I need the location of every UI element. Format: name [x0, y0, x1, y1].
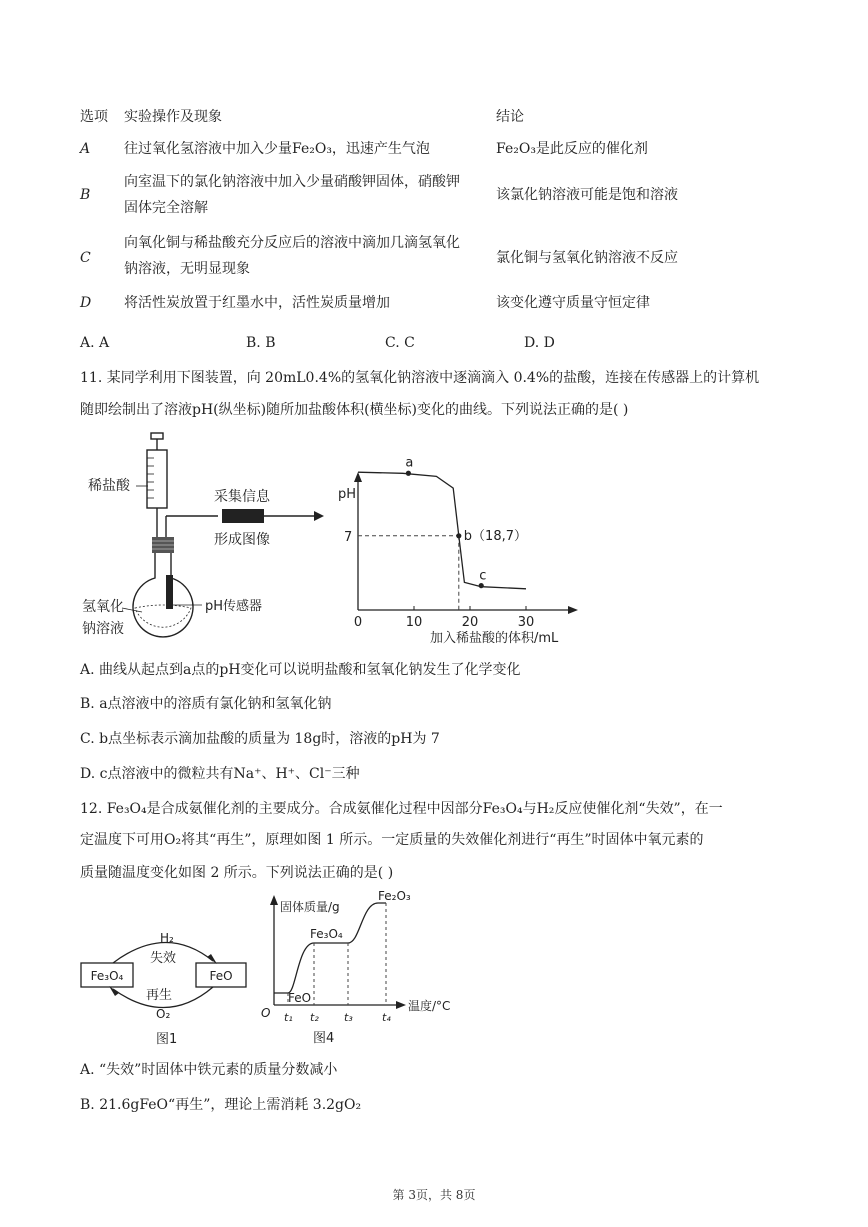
q11-option-c: C. b点坐标表示滴加盐酸的质量为 18g时，溶液的pH为 7: [80, 731, 440, 747]
sensor-label: pH传感器: [205, 599, 263, 614]
solid-mass-temperature-graph: [258, 889, 468, 1053]
feo-level-label: FeO: [288, 991, 312, 1005]
q11-option-b: B. a点溶液中的溶质有氯化钠和氢氧化钠: [80, 696, 332, 712]
fe3o4-box-label: Fe₃O₄: [90, 969, 124, 983]
mass-curve: [274, 903, 386, 993]
table-row-option: B: [80, 187, 91, 203]
point-label-a: a: [405, 455, 414, 471]
h2-reagent: H₂: [160, 931, 174, 945]
point-c: [479, 583, 484, 588]
y-axis-arrow-icon: [354, 472, 362, 482]
table-row-operation: 向氧化铜与稀盐酸充分反应后的溶液中滴加几滴氢氧化: [124, 235, 460, 251]
y-axis-arrow-icon: [270, 895, 278, 905]
q12-stem-line: 定温度下可用O₂将其“再生”，原理如图 1 所示。一定质量的失效催化剂进行“再生”时固体中氧元素的: [80, 832, 704, 848]
x-axis-arrow-icon: [568, 606, 578, 614]
origin-label: O: [261, 1006, 271, 1020]
table-header-option: 选项: [80, 109, 108, 125]
fig1-caption: 图1: [156, 1032, 178, 1047]
table-row-option: C: [80, 250, 91, 266]
q11-option-a: A. 曲线从起点到a点的pH变化可以说明盐酸和氢氧化钠发生了化学变化: [80, 662, 521, 678]
x-tick-label: 0: [353, 615, 363, 630]
naoh-leader: [122, 608, 142, 612]
point-a: [406, 471, 411, 476]
x-axis-arrow-icon: [396, 1001, 406, 1009]
acid-label: 稀盐酸: [88, 478, 130, 494]
y-axis-label: 固体质量/g: [280, 900, 340, 914]
naoh-solution: [135, 605, 191, 627]
table-row-conclusion: 氯化铜与氢氧化钠溶液不反应: [496, 250, 678, 266]
x-tick-label: 10: [405, 615, 423, 630]
point-label-c: c: [479, 568, 487, 584]
y-axis-label: pH: [338, 487, 357, 502]
table-row-operation: 将活性炭放置于红墨水中，活性炭质量增加: [124, 295, 390, 311]
catalyst-cycle-diagram: [78, 925, 278, 1050]
q10-choice-d: D. D: [524, 335, 555, 351]
fig2-caption: 图4: [313, 1031, 335, 1046]
tick-t3: t₃: [344, 1011, 353, 1024]
deactivation-label: 失效: [150, 951, 177, 966]
feo-box-label: FeO: [209, 969, 233, 983]
q12-option-b: B. 21.6gFeO“再生”，理论上需消耗 3.2gO₂: [80, 1097, 362, 1113]
arrow-head-icon: [314, 511, 324, 521]
fe2o3-level-label: Fe₂O₃: [378, 889, 411, 903]
x-axis-label: 温度/°C: [408, 999, 451, 1013]
table-row-conclusion: Fe₂O₃是此反应的催化剂: [496, 141, 648, 157]
data-collector: [222, 509, 264, 523]
table-row-option: A: [80, 141, 91, 157]
tick-t1: t₁: [284, 1011, 293, 1024]
flask: [133, 553, 193, 637]
o2-reagent: O₂: [156, 1007, 171, 1021]
table-header-operation: 实验操作及现象: [124, 109, 222, 125]
q10-choice-b: B. B: [246, 335, 276, 351]
x-axis-label: 加入稀盐酸的体积/mL: [430, 631, 559, 646]
table-row-operation-cont: 固体完全溶解: [124, 200, 208, 216]
form-label: 形成图像: [214, 532, 270, 548]
naoh-label-1: 氢氧化: [82, 599, 124, 615]
burette-body: [147, 450, 167, 508]
q12-stem-line: 12. Fe₃O₄是合成氨催化剂的主要成分。合成氨催化过程中因部分Fe₃O₄与H₂反应使催化剂“失效”，在一: [80, 801, 723, 817]
q11-stem-line: 随即绘制出了溶液pH(纵坐标)随所加盐酸体积(横坐标)变化的曲线。下列说法正确的是( ): [80, 402, 629, 418]
y-tick-7: 7: [344, 530, 353, 545]
regeneration-label: 再生: [146, 988, 173, 1003]
x-tick-label: 30: [517, 615, 535, 630]
ph-sensor-probe: [166, 575, 173, 609]
table-header-conclusion: 结论: [496, 109, 524, 125]
tick-t4: t₄: [382, 1011, 391, 1024]
point-label-b: b（18,7）: [463, 528, 528, 544]
table-row-operation-cont: 钠溶液，无明显现象: [124, 261, 250, 277]
table-row-operation: 往过氧化氢溶液中加入少量Fe₂O₃，迅速产生气泡: [124, 141, 430, 157]
q11-stem-line: 11. 某同学利用下图装置，向 20mL0.4%的氢氧化钠溶液中逐滴滴入 0.4%的盐酸，连接在传感器上的计算机: [80, 370, 760, 386]
q11-option-d: D. c点溶液中的微粒共有Na⁺、H⁺、Cl⁻三种: [80, 766, 360, 782]
titration-apparatus-diagram: [78, 430, 330, 645]
table-row-conclusion: 该变化遵守质量守恒定律: [496, 295, 650, 311]
q10-choice-c: C. C: [385, 335, 415, 351]
collect-label: 采集信息: [214, 489, 270, 505]
table-row-operation: 向室温下的氯化钠溶液中加入少量硝酸钾固体，硝酸钾: [124, 174, 460, 190]
table-row-conclusion: 该氯化钠溶液可能是饱和溶液: [496, 187, 678, 203]
q12-stem-line: 质量随温度变化如图 2 所示。下列说法正确的是( ): [80, 865, 394, 881]
x-tick-label: 20: [461, 615, 479, 630]
page-footer: 第 3页，共 8页: [392, 1188, 476, 1202]
ph-titration-graph: [330, 455, 590, 648]
tick-t2: t₂: [310, 1011, 319, 1024]
q10-choice-a: A. A: [80, 335, 110, 351]
fe3o4-level-label: Fe₃O₄: [310, 927, 343, 941]
q12-option-a: A. “失效”时固体中铁元素的质量分数减小: [80, 1062, 338, 1078]
naoh-label-2: 钠溶液: [82, 621, 124, 637]
burette-cap: [151, 433, 163, 439]
table-row-option: D: [80, 295, 92, 311]
point-b: [456, 533, 461, 538]
